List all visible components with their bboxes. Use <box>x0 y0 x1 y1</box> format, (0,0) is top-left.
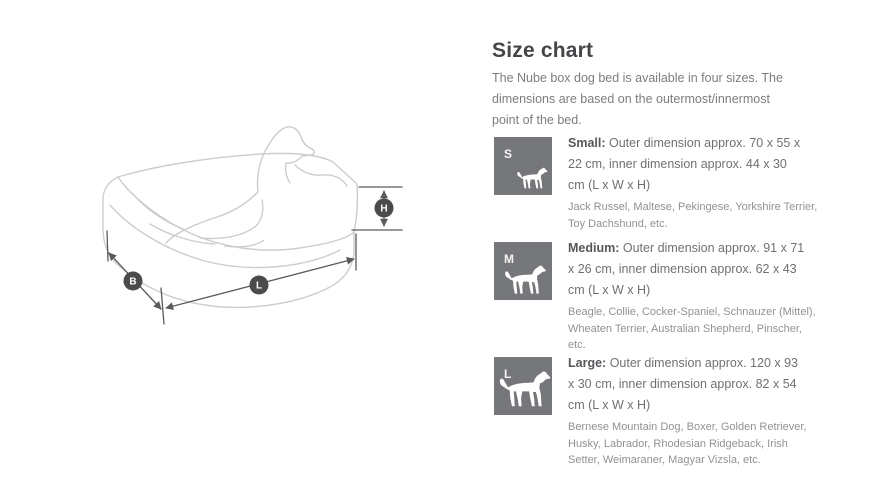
medium-size-letter: M <box>504 252 514 266</box>
height-badge-label: H <box>380 203 388 215</box>
medium-size-dimensions: Outer dimension approx. 91 x 71 x 26 cm, inner dimension approx. 62 x 43 cm (L x W x H) <box>568 241 805 297</box>
small-size-name: Small: <box>568 136 606 150</box>
intro-text: The Nube box dog bed is available in four sizes. The dimensions are based on the outermost/innermost point of the bed. <box>492 71 783 127</box>
large-size-description <box>568 353 806 416</box>
small-size-text <box>568 133 818 232</box>
height-badge <box>375 199 394 218</box>
medium-size-name: Medium: <box>568 241 620 255</box>
small-size-dimensions: Outer dimension approx. 70 x 55 x 22 cm, inner dimension approx. 44 x 30 cm (L x W x H) <box>568 136 801 192</box>
width-badge-label: B <box>129 276 137 288</box>
small-size-dog-icon <box>494 137 552 195</box>
dog-drawing <box>166 127 347 247</box>
length-badge <box>250 276 269 295</box>
length-badge-label: L <box>255 280 263 292</box>
medium-size-description <box>568 238 806 301</box>
large-size-breeds: Bernese Mountain Dog, Boxer, Golden Retriever, Husky, Labrador, Rhodesian Ridgeback, Irish Setter, Weimaraner, Magyar Vizsla, etc. <box>568 421 807 466</box>
large-size-text <box>568 353 806 469</box>
size-row-medium <box>494 241 816 354</box>
page-title: Size chart <box>492 39 594 62</box>
medium-size-text <box>568 238 816 354</box>
small-size-description <box>568 133 806 196</box>
small-size-breeds: Jack Russel, Maltese, Pekingese, Yorkshire Terrier, Toy Dachshund, etc. <box>568 201 818 230</box>
medium-size-dog-icon <box>494 242 552 300</box>
size-row-large <box>494 357 806 469</box>
medium-size-breeds: Beagle, Collie, Cocker-Spaniel, Schnauzer (Mittel), Wheaten Terrier, Australian Shepherd, Pinscher, etc. <box>568 306 816 351</box>
large-size-letter: L <box>504 367 512 381</box>
large-size-dog-icon <box>494 357 552 415</box>
size-row-small <box>494 136 818 232</box>
width-badge <box>124 272 143 291</box>
width-dimension <box>107 231 161 309</box>
small-size-letter: S <box>504 147 513 161</box>
large-size-dimensions: Outer dimension approx. 120 x 93 x 30 cm, inner dimension approx. 82 x 54 cm (L x W x H) <box>568 356 798 412</box>
large-size-name: Large: <box>568 356 607 370</box>
dimension-badges <box>124 199 394 295</box>
